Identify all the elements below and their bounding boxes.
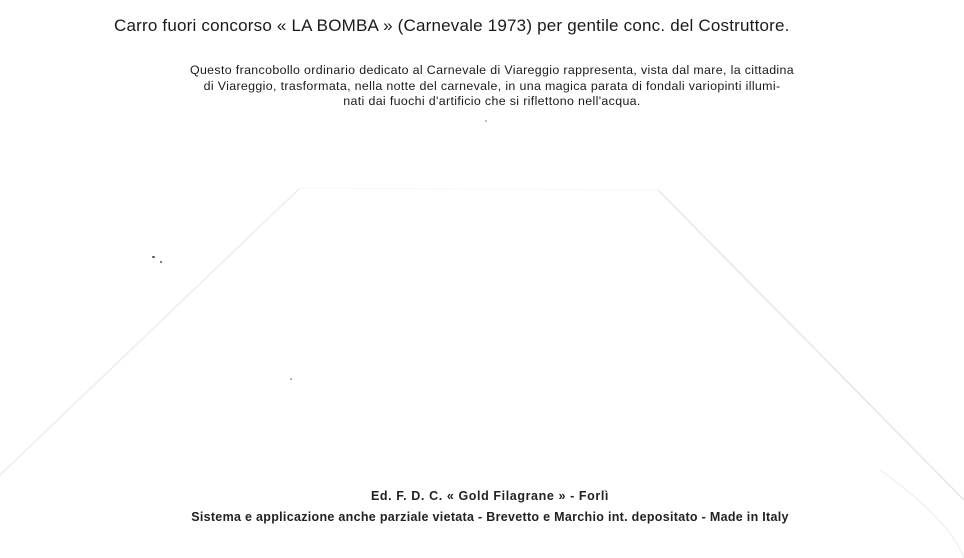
paper-speck [290,378,292,380]
copyright-text: Sistema e applicazione anche parziale vietata - Brevetto e Marchio int. depositato - Made in Italy [191,510,789,524]
publisher-line [0,489,964,503]
paper-speck [152,256,155,258]
right-flap-crease [658,190,964,500]
copyright-notice [0,510,964,524]
description-line-1: Questo francobollo ordinario dedicato al Carnevale di Viareggio rappresenta, vista dal mare, la cittadina [189,63,795,77]
paper-speck [485,120,487,122]
cover-heading: Carro fuori concorso « LA BOMBA » (Carnevale 1973) per gentile conc. del Costruttore. [114,16,790,35]
publisher-text: Ed. F. D. C. « Gold Filagrane » - Forlì [370,489,609,503]
top-flap-crease [300,188,658,190]
stamp-description [112,63,872,110]
left-flap-crease [0,188,300,475]
description-line-2: di Viareggio, trasformata, nella notte del carnevale, in una magica parata di fondali variopinti illumi- [203,78,781,93]
paper-speck [160,261,162,263]
description-line-3: nati dai fuochi d'artificio che si riflettono nell'acqua. [343,94,641,108]
